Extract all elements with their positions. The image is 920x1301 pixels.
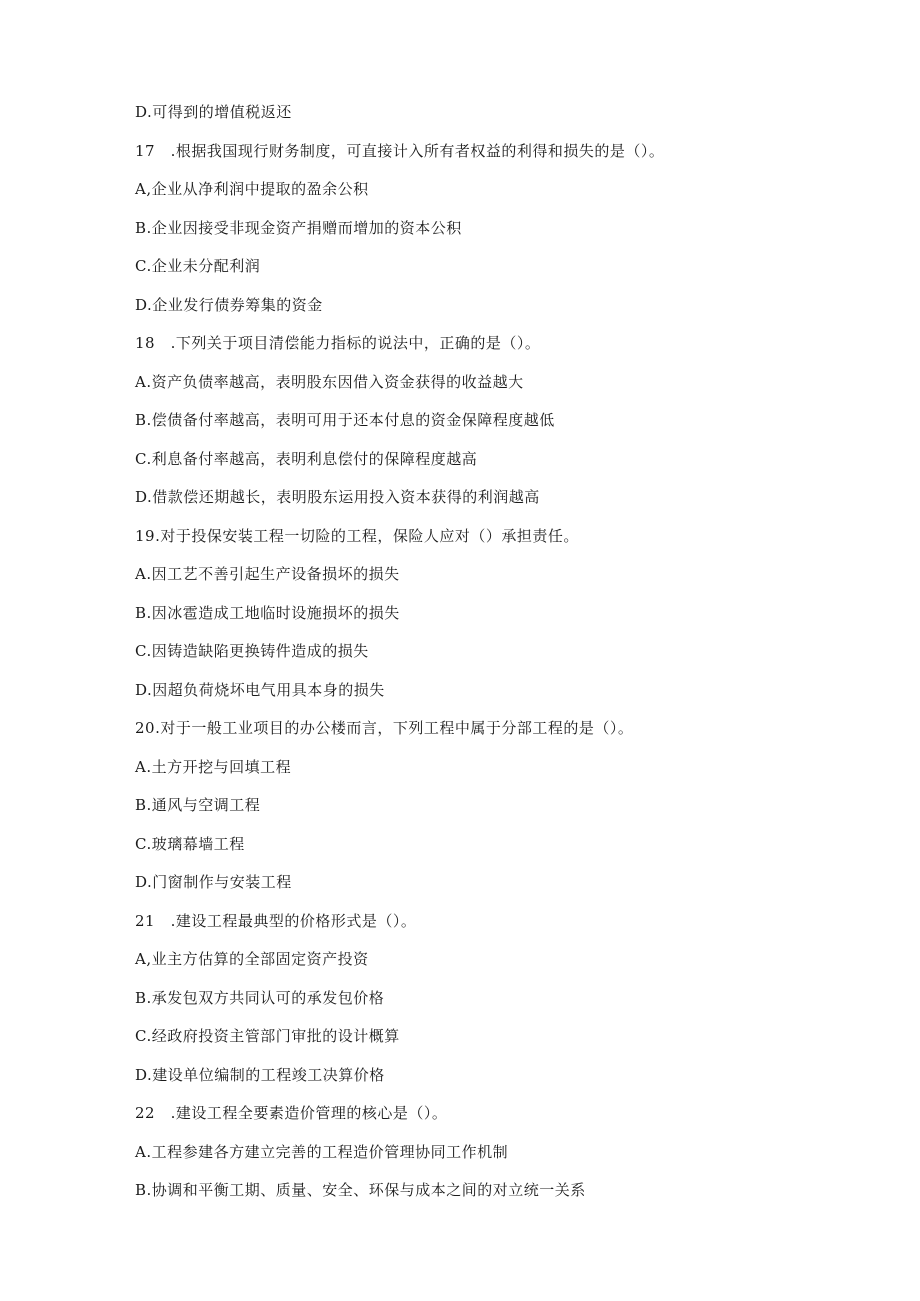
option-20-d: D.门窗制作与安装工程: [135, 873, 292, 891]
option-21-b: B.承发包双方共同认可的承发包价格: [135, 989, 385, 1007]
option-21-a: A,业主方估算的全部固定资产投资: [135, 950, 369, 968]
option-18-a: A.资产负债率越高，表明股东因借入资金获得的收益越大: [135, 373, 524, 391]
option-16-d: D.可得到的增值税返还: [135, 103, 292, 121]
question-17: 17 .根据我国现行财务制度，可直接计入所有者权益的利得和损失的是（）。: [135, 142, 665, 160]
option-20-c: C.玻璃幕墙工程: [135, 835, 245, 853]
option-19-a: A.因工艺不善引起生产设备损坏的损失: [135, 565, 400, 583]
option-19-b: B.因冰雹造成工地临时设施损坏的损失: [135, 604, 400, 622]
option-18-d: D.借款偿还期越长，表明股东运用投入资本获得的利润越高: [135, 488, 540, 506]
option-21-c: C.经政府投资主管部门审批的设计概算: [135, 1027, 400, 1045]
question-21: 21 .建设工程最典型的价格形式是（）。: [135, 912, 417, 930]
option-17-c: C.企业未分配利润: [135, 257, 261, 275]
question-19: 19.对于投保安装工程一切险的工程，保险人应对（）承担责任。: [135, 527, 579, 545]
option-18-c: C.利息备付率越高，表明利息偿付的保障程度越高: [135, 450, 478, 468]
option-18-b: B.偿债备付率越高，表明可用于还本付息的资金保障程度越低: [135, 411, 555, 429]
question-22: 22 .建设工程全要素造价管理的核心是（）。: [135, 1104, 448, 1122]
question-18: 18 .下列关于项目清偿能力指标的说法中，正确的是（）。: [135, 334, 541, 352]
question-20: 20.对于一般工业项目的办公楼而言，下列工程中属于分部工程的是（）。: [135, 719, 634, 737]
option-19-c: C.因铸造缺陷更换铸件造成的损失: [135, 642, 369, 660]
option-17-b: B.企业因接受非现金资产捐赠而增加的资本公积: [135, 219, 462, 237]
option-19-d: D.因超负荷烧坏电气用具本身的损失: [135, 681, 385, 699]
option-22-a: A.工程参建各方建立完善的工程造价管理协同工作机制: [135, 1143, 509, 1161]
option-17-d: D.企业发行债券筹集的资金: [135, 296, 323, 314]
option-17-a: A,企业从净利润中提取的盈余公积: [135, 180, 369, 198]
option-22-b: B.协调和平衡工期、质量、安全、环保与成本之间的对立统一关系: [135, 1181, 586, 1199]
option-21-d: D.建设单位编制的工程竣工决算价格: [135, 1066, 385, 1084]
option-20-b: B.通风与空调工程: [135, 796, 261, 814]
option-20-a: A.土方开挖与回填工程: [135, 758, 292, 776]
